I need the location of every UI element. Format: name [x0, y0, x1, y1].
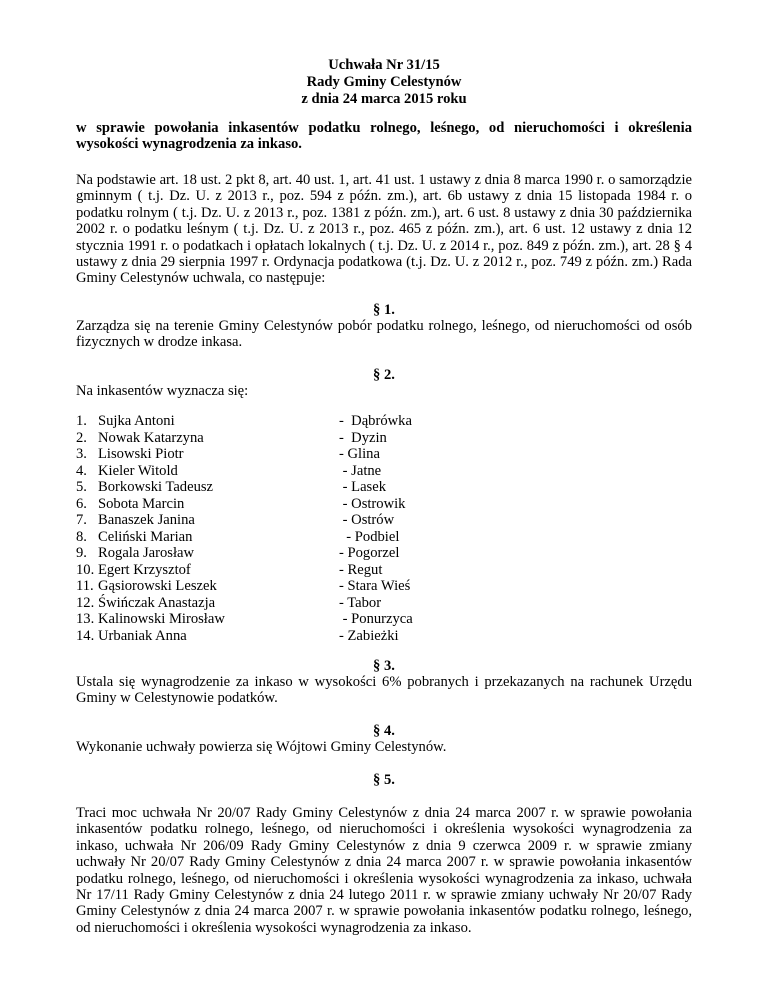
collector-number: 2.: [76, 429, 87, 446]
section-4-text: Wykonanie uchwały powierza się Wójtowi Gminy Celestynów.: [76, 739, 447, 755]
collector-row: [76, 595, 692, 612]
collector-number: 1.: [76, 413, 87, 429]
collector-row: [76, 479, 692, 496]
collector-row: [76, 413, 692, 430]
collector-number: 3.: [76, 446, 87, 462]
collector-village: - Zabieżki: [339, 627, 399, 644]
collector-village: - Tabor: [339, 594, 382, 611]
collector-name: Gąsiorowski Leszek: [98, 578, 217, 594]
collector-name: Rogala Jarosław: [98, 545, 195, 561]
collector-number: 4.: [76, 462, 87, 479]
collector-village: - Stara Wieś: [339, 578, 411, 594]
section-1-text: Zarządza się na terenie Gminy Celestynów pobór podatku rolnego, leśnego, od nieruchomości od osób fizycznych w drodze inkasa.: [76, 318, 692, 351]
collector-number: 14.: [76, 627, 95, 644]
resolution-subject: w sprawie powołania inkasentów podatku rolnego, leśnego, od nieruchomości i określenia wysokości wynagrodzenia za inkaso.: [76, 120, 692, 153]
collector-village: - Ostrów: [339, 512, 395, 528]
collector-number: 8.: [76, 528, 87, 545]
collector-number: 9.: [76, 545, 87, 561]
collector-number: 11.: [76, 578, 94, 594]
section-3-text: Ustala się wynagrodzenie za inkaso w wysokości 6% pobranych i przekazanych na rachunek Urzędu Gminy w Celestynowie podatków.: [76, 674, 692, 707]
collector-number: 10.: [76, 561, 95, 578]
collector-number: 7.: [76, 512, 87, 528]
collector-name: Świńczak Anastazja: [98, 594, 216, 611]
collector-village: - Dyzin: [339, 429, 387, 446]
collector-row: [76, 463, 692, 480]
collector-village: - Pogorzel: [339, 545, 400, 561]
section-3-title: § 3.: [373, 658, 395, 674]
collector-village: - Ponurzyca: [339, 611, 413, 627]
section-2-title: § 2.: [373, 367, 395, 383]
collector-village: - Regut: [339, 561, 383, 578]
preamble: Na podstawie art. 18 ust. 2 pkt 8, art. 40 ust. 1, art. 41 ust. 1 ustawy z dnia 8 marca 1990 r. o samorządzie gminnym ( t.j. Dz. U. z 2013 r., poz. 594 z późn. zm.), art. 6b ustawy z dnia 15 listopada 1984 r. o podatku rolnym ( t.j. Dz. U. z 2013 r., poz. 1381 z późn. zm.), art. 6 ust. 8 ustawy z dnia 30 października 2002 r. o podatku leśnym ( t.j. Dz. U. z 2013 r., poz. 465 z późn. zm.), art. 6 ust. 12 ustawy z dnia 12 stycznia 1991 r. o podatkach i opłatach lokalnych ( t.j. Dz. U. z 2014 r., poz. 849 z późn. zm.), art. 28 § 4 ustawy z dnia 29 sierpnia 1997 r. Ordynacja podatkowa (t.j. Dz. U. z 2012 r., poz. 749 z późn. zm.) Rada Gminy Celestynów uchwala, co następuje:: [76, 172, 692, 287]
collector-row: [76, 446, 692, 463]
section-1-title: § 1.: [373, 302, 395, 318]
resolution-header: [76, 57, 692, 108]
council-name: Rady Gminy Celestynów: [306, 74, 462, 90]
collector-name: Sobota Marcin: [98, 495, 185, 512]
section-5-text: Traci moc uchwała Nr 20/07 Rady Gminy Celestynów z dnia 24 marca 2007 r. w sprawie powołania inkasentów podatku rolnego, leśnego, od nieruchomości i określenia wysokości wynagrodzenia za inkaso, uchwała Nr 206/09 Rady Gminy Celestynów z dnia 9 czerwca 2009 r. w sprawie zmiany uchwały Nr 20/07 Rady Gminy Celestynów z dnia 24 marca 2007 r. w sprawie powołania inkasentów podatku rolnego, leśnego, od nieruchomości i określenia wysokości wynagrodzenia za inkaso, uchwała Nr 17/11 Rady Gminy Celestynów z dnia 24 lutego 2011 r. w sprawie zmiany uchwały Nr 20/07 Rady Gminy Celestynów z dnia 24 marca 2007 r. w sprawie powołania inkasentów podatku rolnego, leśnego, od nieruchomości i określenia wysokości wynagrodzenia za inkaso.: [76, 805, 692, 936]
collector-name: Lisowski Piotr: [98, 446, 184, 462]
collector-row: [76, 430, 692, 447]
section-5-title: § 5.: [373, 772, 395, 788]
resolution-number: Uchwała Nr 31/15: [328, 57, 440, 73]
collector-row: [76, 611, 692, 628]
collector-village: - Lasek: [339, 479, 387, 495]
collector-village: - Ostrowik: [339, 495, 406, 512]
collector-name: Nowak Katarzyna: [98, 429, 204, 446]
collector-row: [76, 628, 692, 645]
collector-village: - Podbiel: [339, 528, 400, 545]
resolution-date: z dnia 24 marca 2015 roku: [301, 91, 467, 107]
collector-village: - Glina: [339, 446, 380, 462]
collector-number: 6.: [76, 495, 87, 512]
collector-number: 12.: [76, 594, 95, 611]
collector-row: [76, 578, 692, 595]
collector-village: - Jatne: [339, 462, 382, 479]
collectors-list: [76, 413, 692, 644]
collector-name: Celiński Marian: [98, 528, 193, 545]
section-2-intro: Na inkasentów wyznacza się:: [76, 383, 249, 399]
collector-row: [76, 562, 692, 579]
collector-row: [76, 512, 692, 529]
collector-name: Borkowski Tadeusz: [98, 479, 214, 495]
collector-number: 5.: [76, 479, 87, 495]
collector-row: [76, 496, 692, 513]
collector-name: Sujka Antoni: [98, 413, 175, 429]
collector-number: 13.: [76, 611, 95, 627]
collector-row: [76, 529, 692, 546]
collector-name: Kieler Witold: [98, 462, 178, 479]
collector-name: Urbaniak Anna: [98, 627, 187, 644]
collector-name: Egert Krzysztof: [98, 561, 191, 578]
collector-name: Banaszek Janina: [98, 512, 195, 528]
collector-village: - Dąbrówka: [339, 413, 412, 429]
collector-name: Kalinowski Mirosław: [98, 611, 225, 627]
collector-row: [76, 545, 692, 562]
section-4-title: § 4.: [373, 723, 395, 739]
